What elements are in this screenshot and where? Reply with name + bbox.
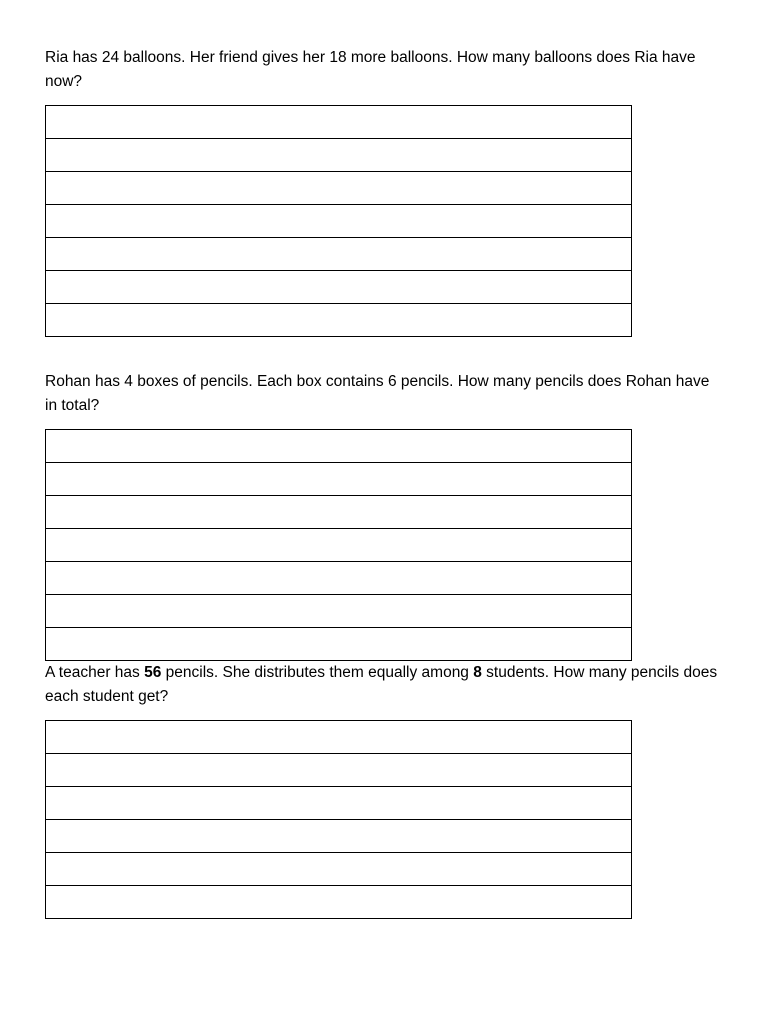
question-1-text — [45, 46, 725, 94]
question-3-text-part: A teacher has — [45, 664, 145, 681]
answer-row — [46, 172, 632, 205]
answer-cell[interactable] — [46, 529, 632, 562]
answer-row — [46, 304, 632, 337]
answer-cell[interactable] — [46, 562, 632, 595]
answer-row — [46, 754, 632, 787]
answer-row — [46, 238, 632, 271]
answer-row — [46, 106, 632, 139]
answer-cell[interactable] — [46, 628, 632, 661]
answer-cell[interactable] — [46, 853, 632, 886]
answer-cell[interactable] — [46, 172, 632, 205]
answer-cell[interactable] — [46, 271, 632, 304]
answer-cell[interactable] — [46, 787, 632, 820]
answer-row — [46, 139, 632, 172]
answer-row — [46, 820, 632, 853]
answer-cell[interactable] — [46, 238, 632, 271]
answer-cell[interactable] — [46, 430, 632, 463]
answer-cell[interactable] — [46, 304, 632, 337]
question-3-pencil-count: 56 — [144, 664, 162, 681]
answer-row — [46, 628, 632, 661]
question-2-text — [45, 370, 725, 418]
answer-row — [46, 271, 632, 304]
answer-row — [46, 529, 632, 562]
question-2-text-part: Rohan has 4 boxes of pencils. Each box contains 6 pencils. How many pencils does Rohan have in total? — [45, 373, 710, 414]
question-2-answer-grid — [45, 429, 632, 661]
answer-row — [46, 787, 632, 820]
answer-row — [46, 205, 632, 238]
answer-cell[interactable] — [46, 463, 632, 496]
answer-cell[interactable] — [46, 754, 632, 787]
question-3-text-part: pencils. She distributes them equally among — [161, 664, 474, 681]
answer-row — [46, 721, 632, 754]
answer-cell[interactable] — [46, 139, 632, 172]
answer-row — [46, 430, 632, 463]
question-3-text-part: students. How many pencils does each student get? — [45, 664, 718, 705]
answer-cell[interactable] — [46, 496, 632, 529]
answer-cell[interactable] — [46, 595, 632, 628]
answer-row — [46, 886, 632, 919]
question-3-answer-grid — [45, 720, 632, 919]
answer-row — [46, 496, 632, 529]
answer-row — [46, 595, 632, 628]
answer-cell[interactable] — [46, 205, 632, 238]
question-3-text — [45, 661, 725, 709]
answer-cell[interactable] — [46, 886, 632, 919]
answer-cell[interactable] — [46, 820, 632, 853]
answer-row — [46, 562, 632, 595]
answer-cell[interactable] — [46, 721, 632, 754]
answer-row — [46, 853, 632, 886]
answer-row — [46, 463, 632, 496]
question-1-text-part: Ria has 24 balloons. Her friend gives her 18 more balloons. How many balloons does Ria have now? — [45, 49, 696, 90]
question-1-answer-grid — [45, 105, 632, 337]
answer-cell[interactable] — [46, 106, 632, 139]
question-3-student-count: 8 — [473, 664, 482, 681]
